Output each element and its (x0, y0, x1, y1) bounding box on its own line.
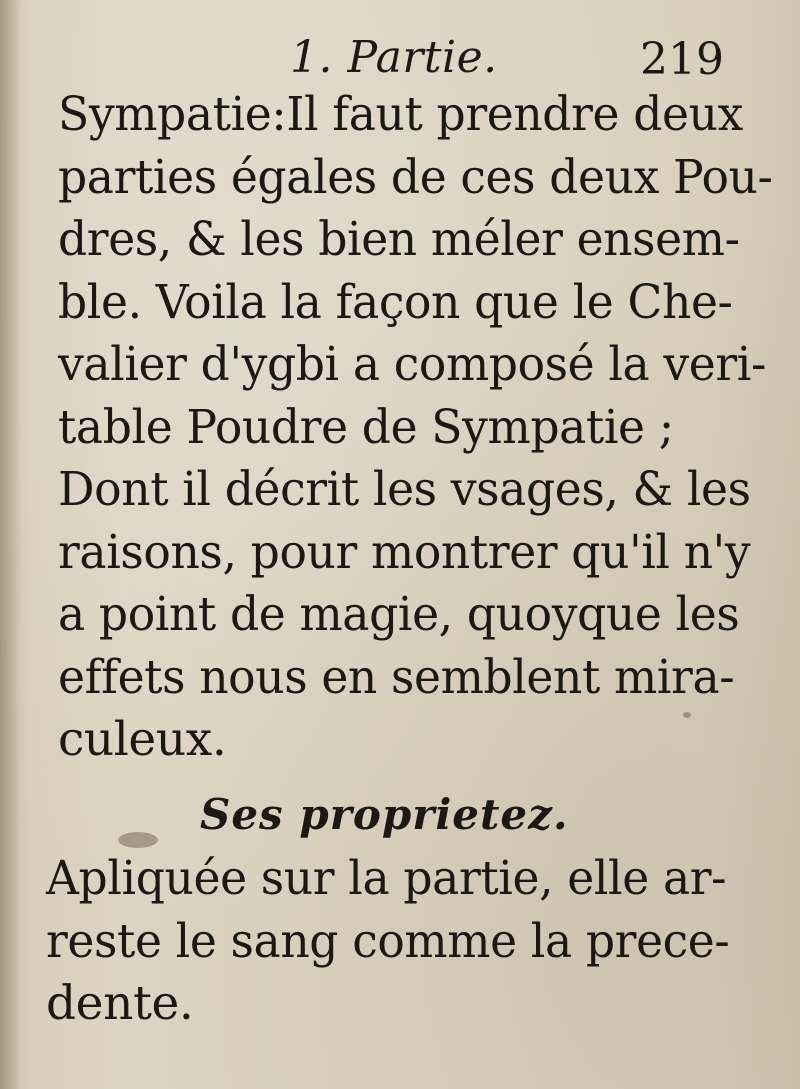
text-line: ble. Voila la façon que le Che- (58, 274, 733, 330)
text-line: reste le sang comme la prece- (46, 913, 730, 969)
text-line: a point de magie, quoyque les (58, 587, 740, 642)
text-line: table Poudre de Sympatie ; (58, 399, 674, 455)
text-line: dres, & les bien méler ensem- (58, 212, 740, 267)
ink-blot (683, 712, 691, 718)
gutter-shadow (0, 0, 22, 1089)
text-line: Sympatie:Il faut prendre deux (58, 87, 743, 142)
text-line: dente. (46, 976, 194, 1031)
text-line: Dont il décrit les vsages, & les (58, 462, 751, 517)
text-line: Apliquée sur la partie, elle ar- (46, 851, 727, 906)
ink-blot (118, 832, 158, 848)
running-header (0, 30, 800, 90)
header-part-title: 1. Partie. (290, 32, 498, 83)
text-line: valier d'ygbi a composé la veri- (58, 337, 767, 392)
text-line: effets nous en semblent mira- (58, 649, 735, 705)
text-line: culeux. (58, 712, 227, 767)
main-paragraph (58, 84, 773, 772)
section-heading: Ses proprietez. (200, 790, 569, 839)
page-number: 219 (640, 34, 724, 85)
second-paragraph (46, 848, 746, 1036)
text-line: raisons, pour montrer qu'il n'y (58, 524, 751, 580)
text-line: parties égales de ces deux Pou- (58, 149, 773, 205)
